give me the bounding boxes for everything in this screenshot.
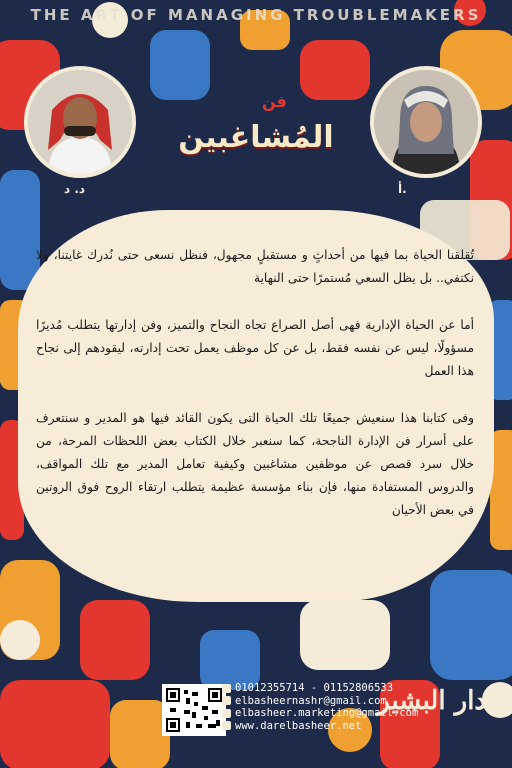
title-prefix: فن	[262, 92, 287, 111]
email-1: elbasheernashr@gmail.com	[235, 694, 387, 707]
mail-icon	[222, 696, 231, 705]
author-portrait-left	[24, 66, 136, 178]
author-name-left: د. د	[64, 182, 86, 196]
book-title: المُشاغبين	[178, 120, 334, 155]
contact-website	[222, 720, 418, 733]
author-portrait-right	[370, 66, 482, 178]
phone-icon	[222, 684, 231, 693]
author-name-right: أ.	[398, 182, 407, 196]
email-2: elbasheer.marketing@gmail.com	[235, 707, 419, 719]
person-portrait-icon	[28, 70, 132, 174]
globe-icon	[222, 721, 231, 730]
synopsis-paragraph: وفى كتابنا هذا سنعيش جميعًا تلك الحياة التى يكون القائد فيها هو المدير و سنتعرف على أسرار فن الإدارة الناجحة، كما سنعبر خلال الكتاب بعض اللحظات المرحة، من خلال سرد قصص عن موظفين مشاغبين وكيفية تعامل المدير مع تلك المواقف، والدروس المستفادة منها، فإن بناء مؤسسة عظيمة يتطلب ارتقاء الروح فوق الروتين في بعض الأحيان	[36, 411, 474, 517]
mail-icon	[222, 709, 231, 718]
person-portrait-icon	[374, 70, 478, 174]
synopsis-paragraph: تُقلقنا الحياة بما فيها من أحداثٍ و مستقبلٍ مجهول، فنظل نسعى حتى نُدرك غايتنا، ولا نكتفي.. بل يظل السعي مُستمرًا حتى النهاية	[36, 248, 474, 285]
qr-code	[162, 684, 226, 736]
publisher-logo: دار البشير	[377, 686, 486, 716]
english-title-banner: THE ART OF MANAGING TROUBLEMAKERS	[30, 6, 482, 24]
synopsis	[36, 244, 474, 522]
phone-numbers: 01012355714 - 01152806533	[235, 682, 394, 694]
synopsis-paragraph: أما عن الحياة الإدارية فهى أصل الصراع تجاه النجاح والتميز، وفن إدارتها يتطلب مُديرًا مسؤولًا، ليس عن نفسه فقط، بل عن كل موظف يعمل تحت إدارته، ليقودهم إلى نجاح هذا العمل	[36, 318, 474, 378]
qr-code-icon	[164, 686, 224, 734]
website: www.darelbasheer.net	[235, 719, 362, 732]
